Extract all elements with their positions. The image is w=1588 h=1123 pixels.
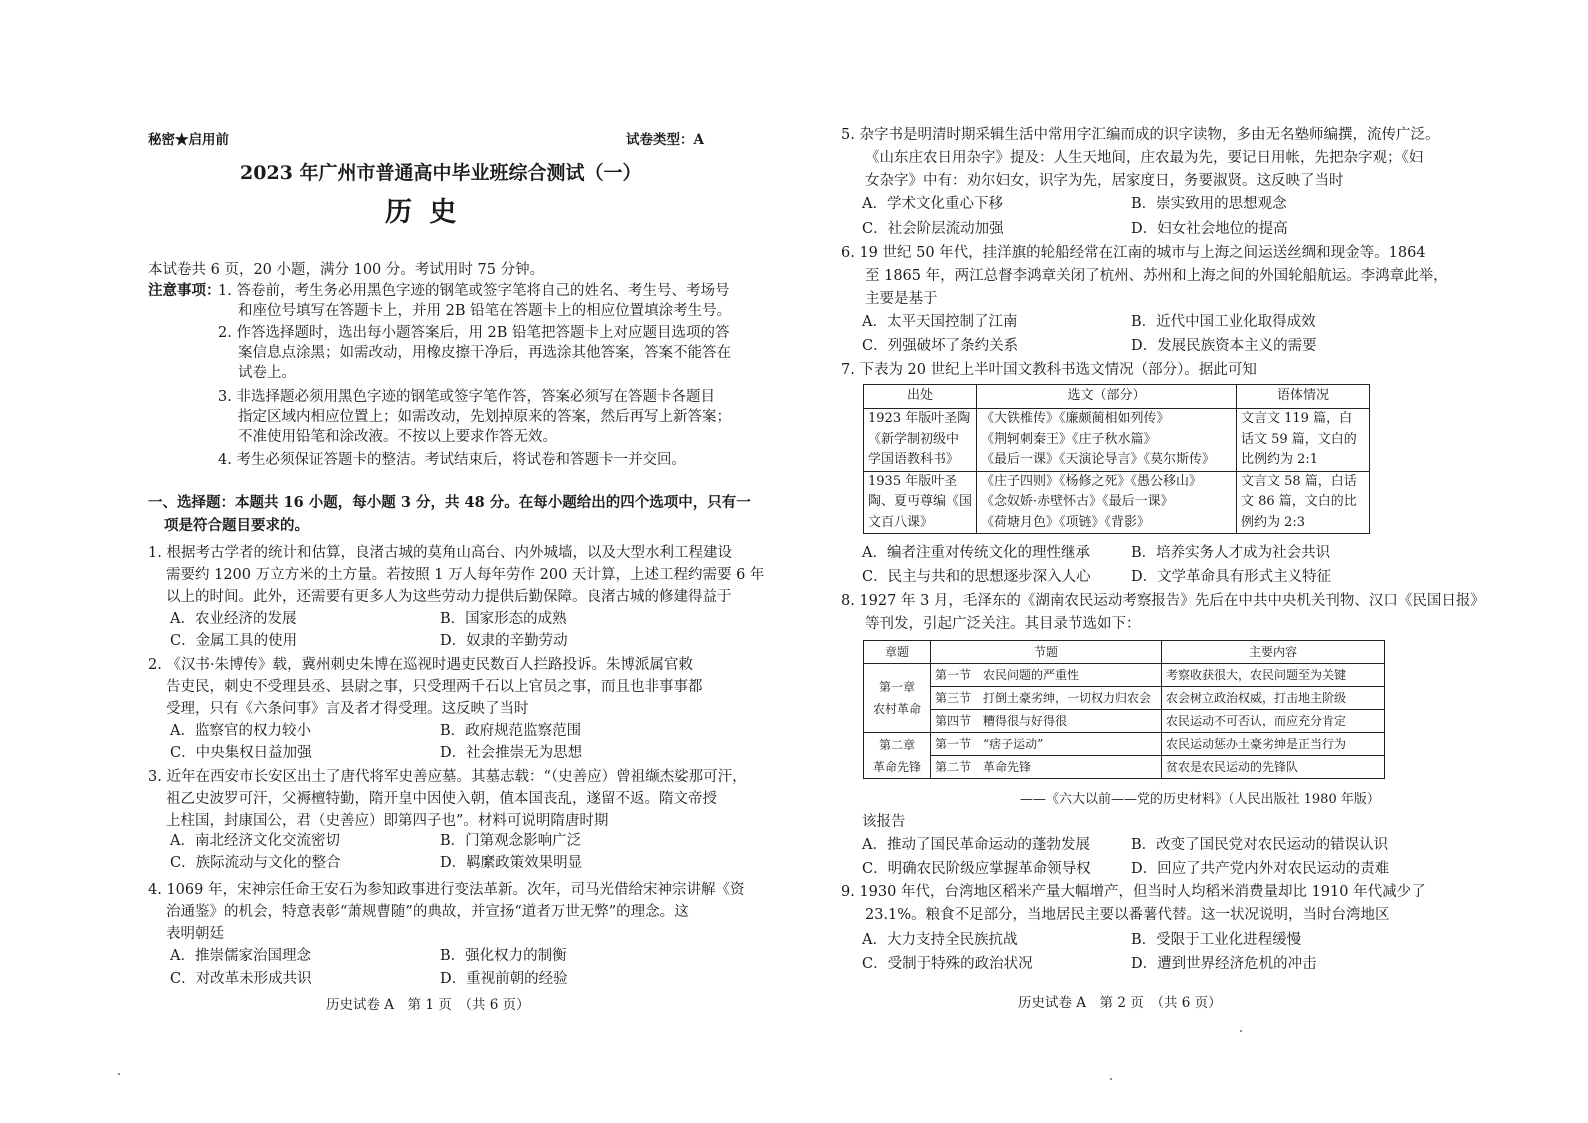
subject-title: 历 史 [385,197,461,228]
question-7: 7. 下表为 20 世纪上半叶国文教科书选文情况（部分）。据此可知 [841,362,1257,378]
q3-option-b[interactable]: B．门第观念影响广泛 [440,833,582,849]
q2-option-d[interactable]: D．社会推崇无为思想 [440,745,583,761]
q1-option-a[interactable]: A．农业经济的发展 [170,611,297,627]
scan-speck [1240,1030,1242,1032]
question-8: 8. 1927 年 3 月，毛泽东的《湖南农民运动考察报告》先后在中共中央机关刊物、汉口《民国日报》 等刊发，引起广泛关注。其目录节选如下： [841,593,1485,632]
q6-option-a[interactable]: A．太平天国控制了江南 [862,314,1018,330]
q6-option-c[interactable]: C．列强破坏了条约关系 [862,338,1019,354]
q8-stem-end: 该报告 [862,814,906,830]
q8-option-c[interactable]: C．明确农民阶级应掌握革命领导权 [862,861,1091,877]
q6-option-d[interactable]: D．发展民族资本主义的需要 [1131,338,1317,354]
q8-option-d[interactable]: D．回应了共产党内外对农民运动的责难 [1131,861,1390,877]
table-row: 第四节 糟得很与好得很 农民运动不可否认，而应充分肯定 [864,710,1385,733]
table-row: 第二节 革命先锋 贫农是农民运动的先锋队 [864,756,1385,779]
table-source: ——《六大以前——党的历史材料》（人民出版社 1980 年版） [1020,792,1380,807]
col-header-source: 出处 [864,385,977,409]
question-2: 2. 《汉书·朱博传》载，冀州刺史朱博在巡视时遇吏民数百人拦路投诉。朱博派属官敕 告吏民，刺史不受理县丞、县尉之事，只受理两千石以上官员之事，而且也非事事都 受理，只有《六条问事》言及者才得受理。这反映了当时 [148,657,703,717]
table-row: 1935 年版叶圣 陶、夏丏尊编《国 文百八课》 《庄子四则》《杨修之死》《愚公移山》 《念奴娇·赤壁怀古》《最后一课》 《荷塘月色》《项链》《背影》 文言文 58 篇，白话 文 86 篇，文白的比 例约为 2:3 [864,471,1370,534]
q5-option-b[interactable]: B．崇实致用的思想观念 [1131,196,1287,212]
table-row: 第三节 打倒土豪劣绅，一切权力归农会 农会树立政治权威，打击地主阶级 [864,687,1385,710]
q7-option-c[interactable]: C．民主与共和的思想逐步深入人心 [862,569,1091,585]
question-3: 3. 近年在西安市长安区出土了唐代将军史善应墓。其墓志载：“（史善应）曾祖缬杰娑那可汗， 祖乙史波罗可汗，父褥檀特勤，隋开皇中因使入朝，值本国丧乱，遂留不返。隋文帝授 上柱国，封康国公，君（史善应）即第四子也”。材料可说明隋唐时期 [148,769,747,829]
question-6: 6. 19 世纪 50 年代，挂洋旗的轮船经常在江南的城市与上海之间运送丝绸和现金等。1864 至 1865 年，两江总督李鸿章关闭了杭州、苏州和上海之间的外国轮船航运。李鸿章此举， 主要是基于 [841,245,1448,307]
q6-option-b[interactable]: B．近代中国工业化取得成效 [1131,314,1316,330]
col-header-section: 节题 [931,641,1162,664]
q7-option-b[interactable]: B．培养实务人才成为社会共识 [1131,545,1331,561]
q3-option-c[interactable]: C．族际流动与文化的整合 [170,855,341,871]
footer-page-1: 历史试卷 A 第 1 页 （共 6 页） [326,997,530,1013]
table-row: 第二章 革命先锋 第一节 “痞子运动” 农民运动惩办土豪劣绅是正当行为 [864,733,1385,756]
q8-option-b[interactable]: B．改变了国民党对农民运动的错误认识 [1131,837,1389,853]
q2-option-a[interactable]: A．监察官的权力较小 [170,723,311,739]
report-contents-table [863,640,1385,779]
exam-intro: 本试卷共 6 页，20 小题，满分 100 分。考试用时 75 分钟。 [148,262,545,278]
question-1: 1. 根据考古学者的统计和估算，良渚古城的莫角山高台、内外城墙，以及大型水利工程建设 需要约 1200 万立方米的土方量。若按照 1 万人每年劳作 200 天计算，上述工程约需要 6 年 以上的时间。此外，还需要有更多人为这些劳动力提供后勤保障。良渚古城的修建得益于 [148,545,765,605]
question-9: 9. 1930 年代，台湾地区稻米产量大幅增产，但当时人均稻米消费量却比 1910 年代减少了 23.1%。粮食不足部分，当地居民主要以番薯代替。这一状况说明，当时台湾地区 [841,884,1426,923]
note-1: 1. 答卷前，考生务必用黑色字迹的钢笔或签字笔将自己的姓名、考生号、考场号 和座位号填写在答题卡上，并用 2B 铅笔在答题卡上的相应位置填涂考生号。 [218,283,732,319]
note-2: 2. 作答选择题时，选出每小题答案后，用 2B 铅笔把答题卡上对应题目选项的答 案信息点涂黑；如需改动，用橡皮擦干净后，再选涂其他答案，答案不能答在 试卷上。 [218,325,731,381]
q4-option-d[interactable]: D．重视前朝的经验 [440,971,568,987]
note-4: 4. 考生必须保证答题卡的整洁。考试结束后，将试卷和答题卡一并交回。 [218,452,686,468]
q7-option-a[interactable]: A．编者注重对传统文化的理性继承 [862,545,1090,561]
q1-option-d[interactable]: D．奴隶的辛勤劳动 [440,633,568,649]
table-row: 1923 年版叶圣陶 《新学制初级中 学国语教科书》 《大铁椎传》《廉颇蔺相如列传》 《荆轲刺秦王》《庄子秋水篇》 《最后一课》《天演论导言》《莫尔斯传》 文言文 119 篇，白 话文 59 篇，文白的 比例约为 2:1 [864,409,1370,472]
q2-option-c[interactable]: C．中央集权日益加强 [170,745,312,761]
notes-label: 注意事项： [148,282,221,299]
section-heading: 一、选择题：本题共 16 小题，每小题 3 分，共 48 分。在每小题给出的四个选项中，只有一 项是符合题目要求的。 [148,494,751,534]
note-3: 3. 非选择题必须用黑色字迹的钢笔或签字笔作答，答案必须写在答题卡各题目 指定区域内相应位置上；如需改动，先划掉原来的答案，然后再写上新答案； 不准使用铅笔和涂改液。不按以上要求作答无效。 [218,389,731,445]
q1-option-c[interactable]: C．金属工具的使用 [170,633,298,649]
q2-option-b[interactable]: B．政府规范监察范围 [440,723,582,739]
q9-option-a[interactable]: A．大力支持全民族抗战 [862,932,1018,948]
q4-option-c[interactable]: C．对改革未形成共识 [170,971,312,987]
q5-option-c[interactable]: C．社会阶层流动加强 [862,221,1004,237]
col-header-style: 语体情况 [1237,385,1370,409]
q4-option-a[interactable]: A．推崇儒家治国理念 [170,948,311,964]
exam-title: 2023 年广州市普通高中毕业班综合测试（一） [240,162,642,184]
q5-option-d[interactable]: D．妇女社会地位的提高 [1131,221,1288,237]
q9-option-c[interactable]: C．受制于特殊的政治状况 [862,956,1033,972]
col-header-content: 主要内容 [1162,641,1385,664]
q9-option-b[interactable]: B．受限于工业化进程缓慢 [1131,932,1302,948]
question-5: 5. 杂字书是明清时期采辑生活中常用字汇编而成的识字读物，多由无名塾师编撰，流传广泛。 《山东庄农日用杂字》提及：人生天地间，庄农最为先，要记日用帐，先把杂字观；《妇 女杂字》中有：劝尔妇女，识字为先，居家度日，务要淑贤。这反映了当时 [841,127,1440,189]
q1-option-b[interactable]: B．国家形态的成熟 [440,611,567,627]
q3-option-d[interactable]: D．羁縻政策效果明显 [440,855,583,871]
col-header-chapter: 章题 [864,641,931,664]
scan-speck [1110,1078,1112,1080]
q3-option-a[interactable]: A．南北经济文化交流密切 [170,833,340,849]
header-paper-type: 试卷类型：A [626,132,704,148]
header-confidential: 秘密★启用前 [148,132,229,148]
q7-option-d[interactable]: D．文学革命具有形式主义特征 [1131,569,1332,585]
col-header-selections: 选文（部分） [977,385,1237,409]
q8-option-a[interactable]: A．推动了国民革命运动的蓬勃发展 [862,837,1090,853]
question-4: 4. 1069 年，宋神宗任命王安石为参知政事进行变法革新。次年，司马光借给宋神宗讲解《资 治通鉴》的机会，特意表彰“萧规曹随”的典故，并宣扬“道者万世无弊”的理念。这 表明朝廷 [148,882,745,942]
footer-page-2: 历史试卷 A 第 2 页 （共 6 页） [1018,995,1222,1011]
textbook-table [863,384,1370,534]
q4-option-b[interactable]: B．强化权力的制衡 [440,948,567,964]
q5-option-a[interactable]: A．学术文化重心下移 [862,196,1003,212]
scan-speck [118,1073,120,1075]
table-row: 第一章 农村革命 第一节 农民问题的严重性 考察收获很大，农民问题至为关键 [864,664,1385,687]
q9-option-d[interactable]: D．遭到世界经济危机的冲击 [1131,956,1317,972]
